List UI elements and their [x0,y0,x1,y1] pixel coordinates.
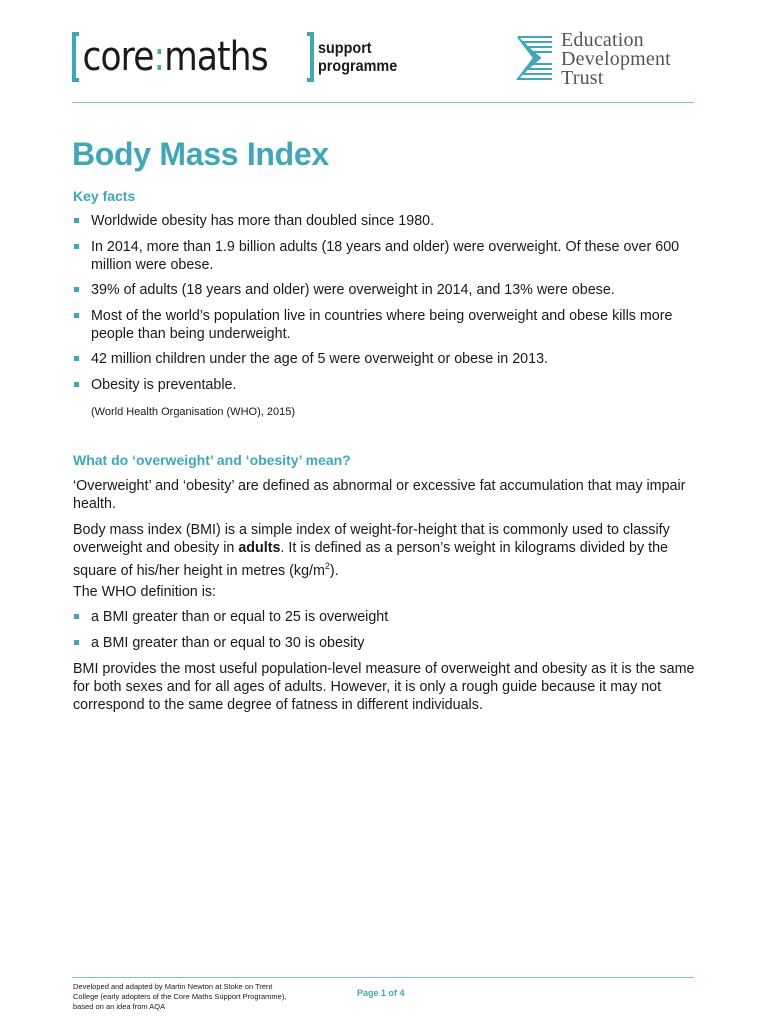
footer-credit: Developed and adapted by Martin Newton at Stoke on Trent College (early adopters of the Core Maths Support Programme), based on an idea from AQA [73,982,287,1011]
key-facts-heading: Key facts [73,188,136,204]
list-item: Obesity is preventable. [73,376,698,394]
who-definition-list [73,608,698,659]
meaning-heading: What do ‘overweight’ and ‘obesity’ mean? [73,452,351,468]
list-item: a BMI greater than or equal to 30 is obesity [73,634,698,652]
bullet-square-icon [74,313,79,318]
core-maths-logo [72,30,314,84]
list-item: Worldwide obesity has more than doubled since 1980. [73,212,698,230]
definition-paragraph: ‘Overweight’ and ‘obesity’ are defined as abnormal or excessive fat accumulation that may impair health. [73,478,686,512]
list-item: 42 million children under the age of 5 were overweight or obese in 2013. [73,350,698,368]
key-facts-list [73,212,698,401]
edt-logo-text: Education Development Trust [561,29,671,89]
list-item: Most of the world’s population live in countries where being overweight and obese kills more people than being underweight. [73,307,698,343]
page-title: Body Mass Index [72,136,329,172]
header-divider [72,102,694,103]
logo-subtitle: support programme [318,40,398,75]
list-item: 39% of adults (18 years and older) were overweight in 2014, and 13% were obese. [73,281,698,299]
bullet-square-icon [74,287,79,292]
bmi-paragraph: Body mass index (BMI) is a simple index of weight-for-height that is commonly used to classify overweight and obesity in adults. It is defined as a person’s weight in kilograms divided by the square of his/her height in metres $(kg/m^2)$. [73,522,670,579]
who-intro: The WHO definition is: [73,584,217,600]
bullet-square-icon [74,614,79,619]
bullet-square-icon [74,218,79,223]
citation: (World Health Organisation (WHO), 2015) [91,406,295,418]
logo-left-bracket [72,32,79,82]
bullet-square-icon [74,356,79,361]
list-item: In 2014, more than 1.9 billion adults (18 years and older) were overweight. Of these over 600 million were obese. [73,238,698,274]
logo-right-bracket [307,32,314,82]
logo-wordmark: core:maths [82,34,268,80]
bullet-square-icon [74,244,79,249]
footer-divider [72,977,694,978]
bullet-square-icon [74,640,79,645]
list-item: a BMI greater than or equal to 25 is overweight [73,608,698,626]
page-number: Page 1 of 4 [357,988,405,998]
edt-logo-icon [516,34,556,82]
bmi-usefulness-paragraph: BMI provides the most useful population-level measure of overweight and obesity as it is the same for both sexes and for all ages of adults. However, it is only a rough guide because it may not correspond to the same degree of fatness in different individuals. [73,661,695,713]
bullet-square-icon [74,382,79,387]
